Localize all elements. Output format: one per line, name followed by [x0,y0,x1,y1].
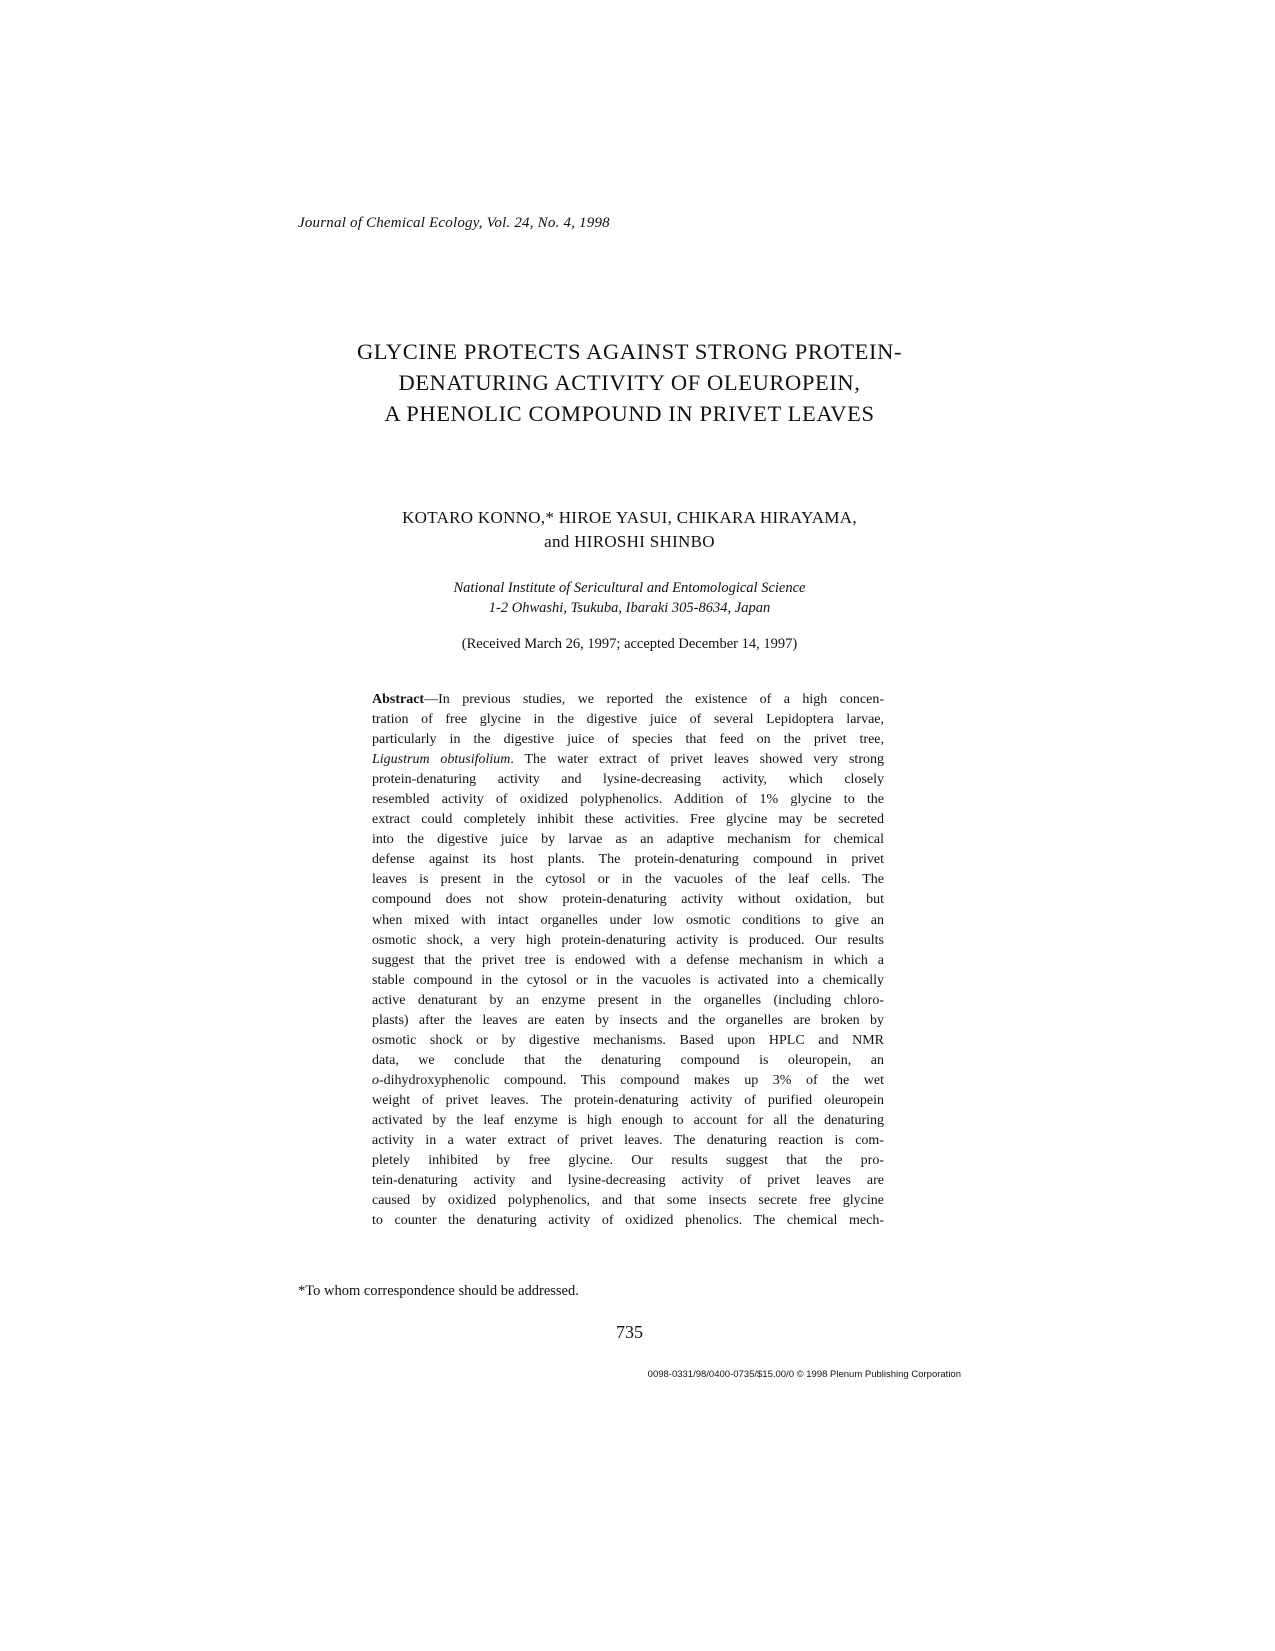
abstract-line: Ligustrum obtusifolium. The water extract of privet leaves showed very strong [372,752,884,768]
title-line-2: DENATURING ACTIVITY OF OLEUROPEIN, [398,370,861,395]
abstract-line: suggest that the privet tree is endowed with a defense mechanism in which a [372,952,884,968]
abstract-line: activity in a water extract of privet leaves. The denaturing reaction is com- [372,1133,884,1149]
abstract-line: osmotic shock, a very high protein-denaturing activity is produced. Our results [372,932,884,948]
abstract-line: resembled activity of oxidized polyphenolics. Addition of 1% glycine to the [372,792,884,808]
abstract-line: data, we conclude that the denaturing compound is oleuropein, an [372,1052,884,1068]
abstract-line: tein-denaturing activity and lysine-decreasing activity of privet leaves are [372,1173,884,1189]
ortho-prefix: o [372,1072,379,1088]
copyright-line: 0098-0331/98/0400-0735/$15.00/0 © 1998 Plenum Publishing Corporation [647,1369,961,1380]
abstract-line: activated by the leaf enzyme is high enough to account for all the denaturing [372,1112,884,1128]
abstract-line: weight of privet leaves. The protein-denaturing activity of purified oleuropein [372,1092,884,1108]
abstract-line: into the digestive juice by larvae as an adaptive mechanism for chemical [372,832,884,848]
abstract-line: stable compound in the cytosol or in the vacuoles is activated into a chemically [372,972,884,988]
title-line-3: A PHENOLIC COMPOUND IN PRIVET LEAVES [384,401,875,426]
abstract-line: leaves is present in the cytosol or in the vacuoles of the leaf cells. The [372,872,884,888]
correspondence-footnote: *To whom correspondence should be addressed. [298,1283,579,1299]
author-list [298,506,961,554]
abstract-line: plasts) after the leaves are eaten by insects and the organelles are broken by [372,1012,884,1028]
abstract-line: compound does not show protein-denaturing activity without oxidation, but [372,892,884,908]
abstract-line: o-dihydroxyphenolic compound. This compound makes up 3% of the wet [372,1072,884,1088]
abstract-line: caused by oxidized polyphenolics, and that some insects secrete free glycine [372,1193,884,1209]
abstract-label: Abstract [372,692,425,707]
page-number: 735 [616,1322,643,1342]
abstract-line: pletely inhibited by free glycine. Our results suggest that the pro- [372,1153,884,1169]
abstract-line: tration of free glycine in the digestive juice of several Lepidoptera larvae, [372,712,884,728]
paper-title [298,336,961,429]
abstract-line: extract could completely inhibit these activities. Free glycine may be secreted [372,812,884,828]
affiliation-institute: National Institute of Sericultural and Entomological Science [453,580,806,596]
abstract-line: Abstract—In previous studies, we reported the existence of a high concen- [372,692,884,707]
received-dates: (Received March 26, 1997; accepted December 14, 1997) [461,636,798,652]
journal-citation: Journal of Chemical Ecology, Vol. 24, No. 4, 1998 [298,215,610,231]
authors-line-1: KOTARO KONNO,* HIROE YASUI, CHIKARA HIRAYAMA, [402,508,857,527]
abstract-line: defense against its host plants. The protein-denaturing compound in privet [372,852,884,868]
affiliation [298,578,961,618]
abstract-line: active denaturant by an enzyme present in the organelles (including chloro- [372,992,884,1008]
abstract-line: to counter the denaturing activity of oxidized phenolics. The chemical mech- [372,1213,884,1229]
abstract [372,690,884,1231]
species-name: Ligustrum obtusifolium [372,752,511,768]
title-line-1: GLYCINE PROTECTS AGAINST STRONG PROTEIN- [356,339,903,364]
affiliation-address: 1-2 Ohwashi, Tsukuba, Ibaraki 305-8634, Japan [488,600,771,616]
abstract-line: when mixed with intact organelles under low osmotic conditions to give an [372,912,884,928]
abstract-line: particularly in the digestive juice of species that feed on the privet tree, [372,732,884,748]
abstract-line: osmotic shock or by digestive mechanisms. Based upon HPLC and NMR [372,1032,884,1048]
authors-line-2: and HIROSHI SHINBO [544,532,715,551]
abstract-line: protein-denaturing activity and lysine-decreasing activity, which closely [372,772,884,788]
